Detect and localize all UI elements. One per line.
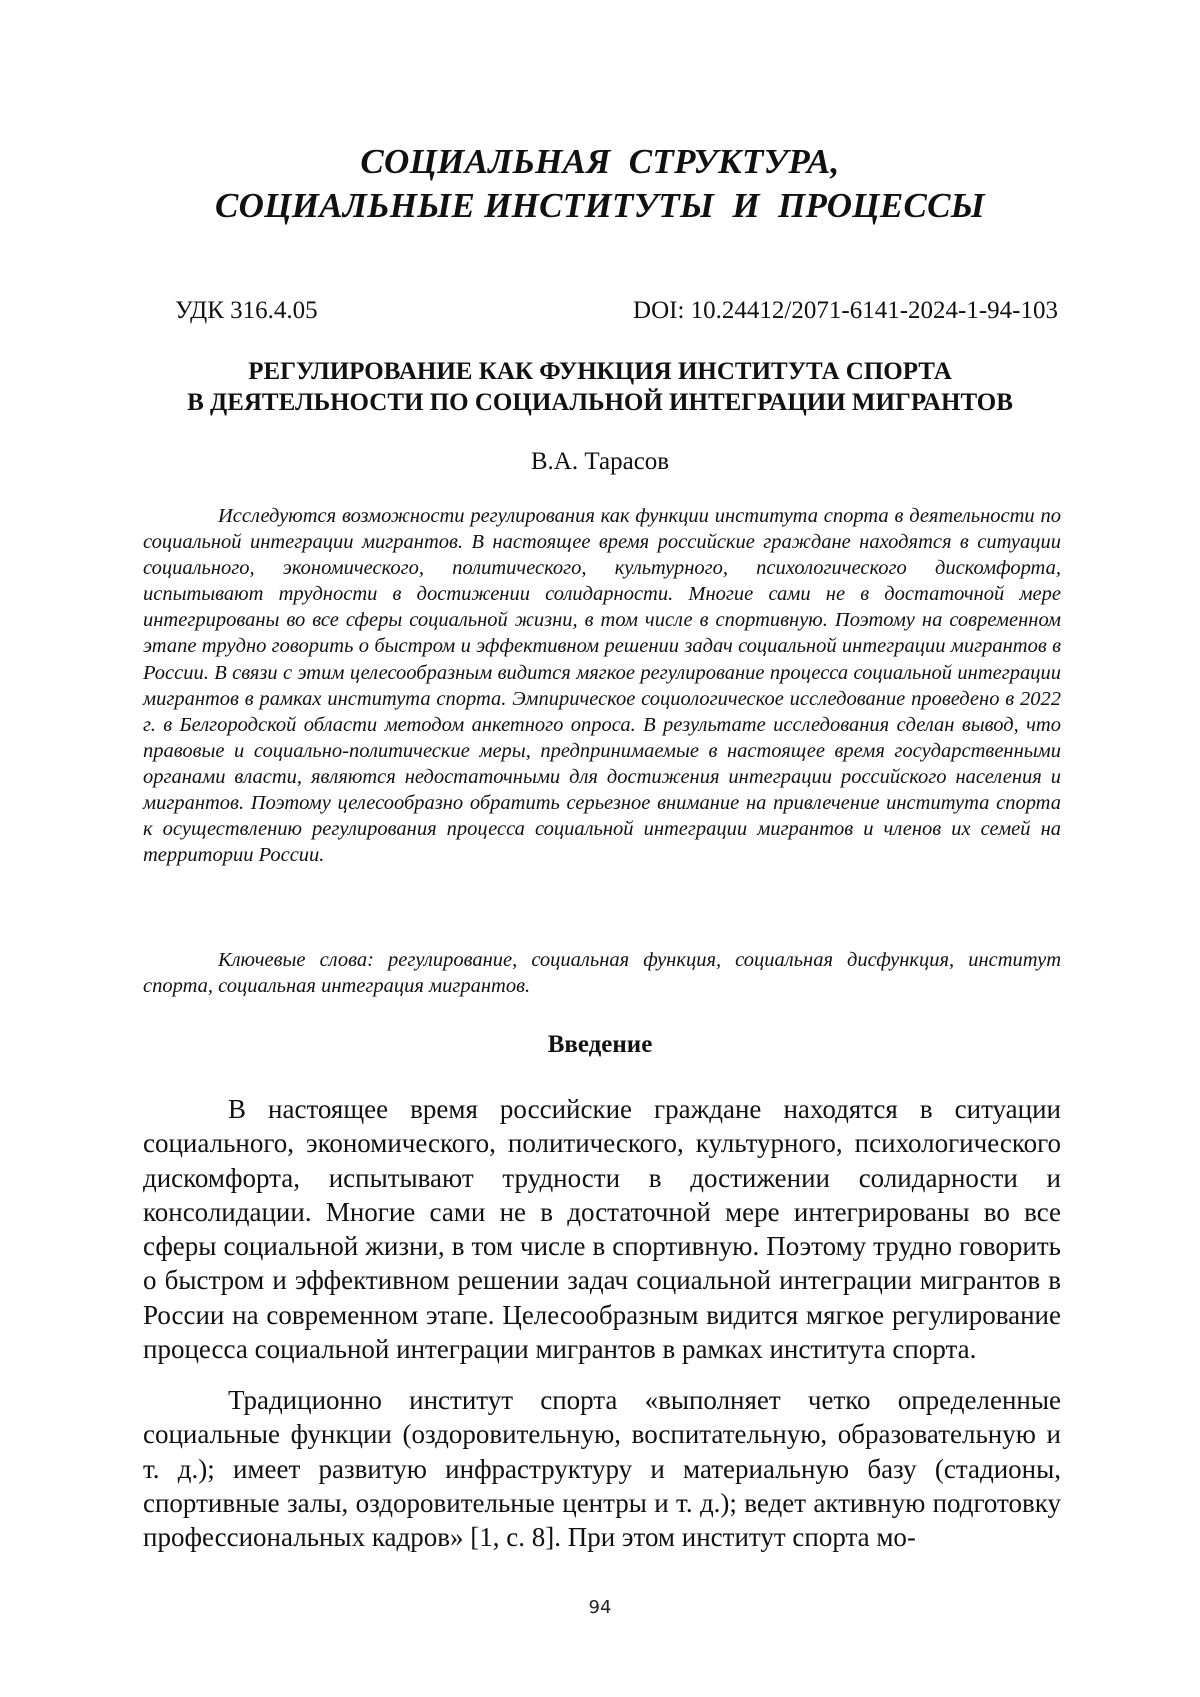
udk-code: УДК 316.4.05	[175, 297, 318, 325]
body-paragraph-1: В настоящее время российские граждане находятся в ситуации социального, экономического, политического, культурного, психологического дискомфорта, испытывают трудности в достижении солидарности и консолидации. Многие сами не в достаточной мере интегрированы во все сферы социальной жизни, в том числе в спортивную. Поэтому трудно говорить о быстром и эффективном решении задач социальной интеграции мигрантов в России на современном этапе. Целесообразным видится мягкое регулирование процесса социальной интеграции мигрантов в рамках института спорта.	[143, 1092, 1061, 1366]
section-title-line-2: СОЦИАЛЬНЫЕ ИНСТИТУТЫ И ПРОЦЕССЫ	[0, 184, 1200, 228]
journal-page	[0, 0, 1200, 1697]
article-title	[0, 356, 1200, 418]
author-name: В.А. Тарасов	[0, 448, 1200, 476]
abstract: Исследуются возможности регулирования как функции института спорта в деятельности по социальной интеграции мигрантов. В настоящее время российские граждане находятся в ситуации социального, экономического, политического, культурного, психологического дискомфорта, испытывают трудности в достижении солидарности. Многие сами не в достаточной мере интегрированы во все сферы социальной жизни, в том числе в спортивную. Поэтому на современном этапе трудно говорить о быстром и эффективном решении задач социальной интеграции мигрантов в России. В связи с этим целесообразным видится мягкое регулирование процесса социальной интеграции мигрантов в рамках института спорта. Эмпирическое социологическое исследование проведено в 2022 г. в Белгородской области методом анкетного опроса. В результате исследования сделан вывод, что правовые и социально-политические меры, предпринимаемые в настоящее время государственными органами власти, являются недостаточными для достижения интеграции российского населения и мигрантов. Поэтому целесообразно обратить серьезное внимание на привлечение института спорта к осуществлению регулирования процесса социальной интеграции мигрантов и членов их семей на территории России.	[143, 503, 1061, 868]
doi-identifier: DOI: 10.24412/2071-6141-2024-1-94-103	[633, 297, 1058, 325]
article-title-line-2: В ДЕЯТЕЛЬНОСТИ ПО СОЦИАЛЬНОЙ ИНТЕГРАЦИИ МИГРАНТОВ	[0, 387, 1200, 418]
introduction-heading: Введение	[0, 1031, 1200, 1059]
section-title-line-1: СОЦИАЛЬНАЯ СТРУКТУРА,	[0, 140, 1200, 184]
section-title	[0, 140, 1200, 228]
page-number: 94	[0, 1597, 1200, 1618]
body-paragraph-2: Традиционно институт спорта «выполняет четко определенные социальные функции (оздоровительную, воспитательную, образовательную и т. д.); имеет развитую инфраструктуру и материальную базу (стадионы, спортивные залы, оздоровительные центры и т. д.); ведет активную подготовку профессиональных кадров» [1, с. 8]. При этом институт спорта мо-	[143, 1383, 1061, 1554]
article-title-line-1: РЕГУЛИРОВАНИЕ КАК ФУНКЦИЯ ИНСТИТУТА СПОРТА	[0, 356, 1200, 387]
keywords: Ключевые слова: регулирование, социальная функция, социальная дисфункция, институт спорта, социальная интеграция мигрантов.	[143, 947, 1061, 999]
